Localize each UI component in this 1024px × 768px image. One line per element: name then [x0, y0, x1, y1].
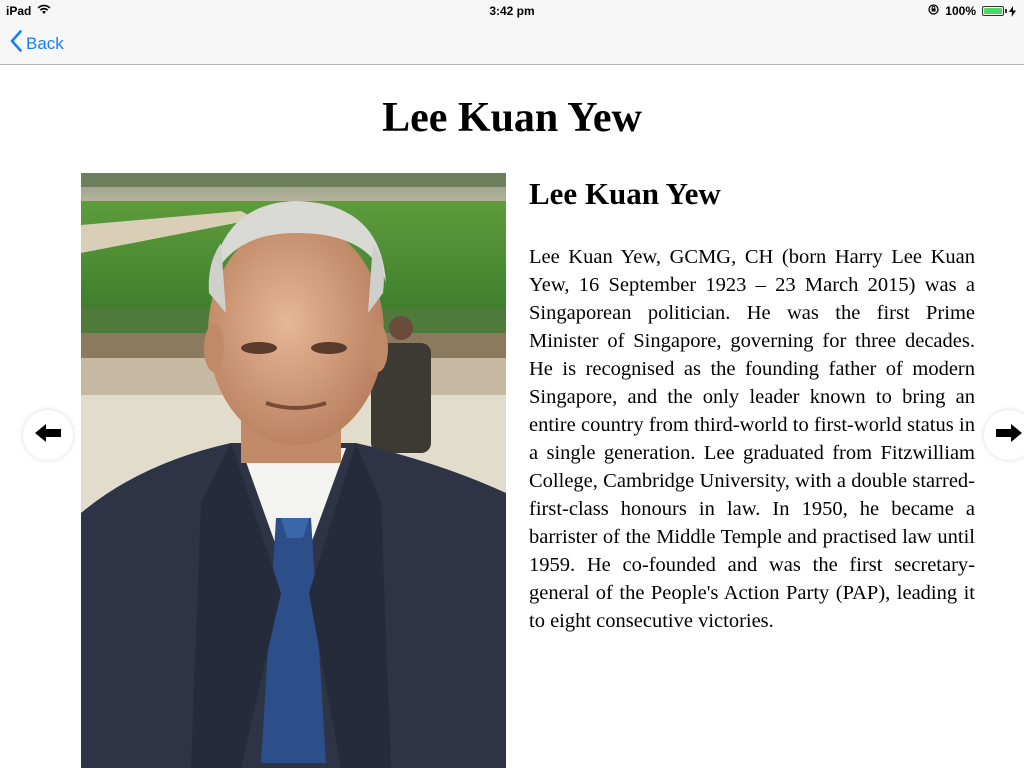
portrait-image: [81, 173, 506, 768]
rotation-lock-icon: [928, 4, 939, 18]
page-title: Lee Kuan Yew: [382, 95, 642, 141]
next-button[interactable]: [984, 410, 1024, 460]
back-label: Back: [26, 33, 64, 53]
chevron-left-icon: [10, 30, 26, 57]
article-body: Lee Kuan Yew, GCMG, CH (born Harry Lee Kuan Yew, 16 September 1923 – 23 March 2015) was a Singaporean politician. He was the first Prime Minister of Singapore, governing for three decades. He is recognised as the founding father of modern Singapore, and the only leader known to bring an entire country from third-world to first-world status in a single generation. Lee graduated from Fitzwilliam College, Cambridge University, with a double starred-first-class honours in law. In 1950, he became a barrister of the Middle Temple and practised law until 1959. He co-founded and was the first secretary-general of the People's Action Party (PAP), leading it to eight consecutive victories.: [529, 246, 975, 632]
status-bar: [0, 0, 1024, 22]
status-right: [928, 4, 1016, 18]
article-heading: Lee Kuan Yew: [529, 176, 721, 211]
navigation-bar: [0, 22, 1024, 65]
battery-percent: 100%: [945, 4, 976, 18]
battery-icon: [982, 6, 1016, 17]
previous-button[interactable]: [23, 410, 73, 460]
device-name: iPad: [6, 4, 32, 18]
status-time: 3:42 pm: [489, 4, 535, 18]
back-button[interactable]: [10, 30, 64, 57]
arrow-right-icon: [995, 423, 1023, 448]
arrow-left-icon: [34, 423, 62, 448]
